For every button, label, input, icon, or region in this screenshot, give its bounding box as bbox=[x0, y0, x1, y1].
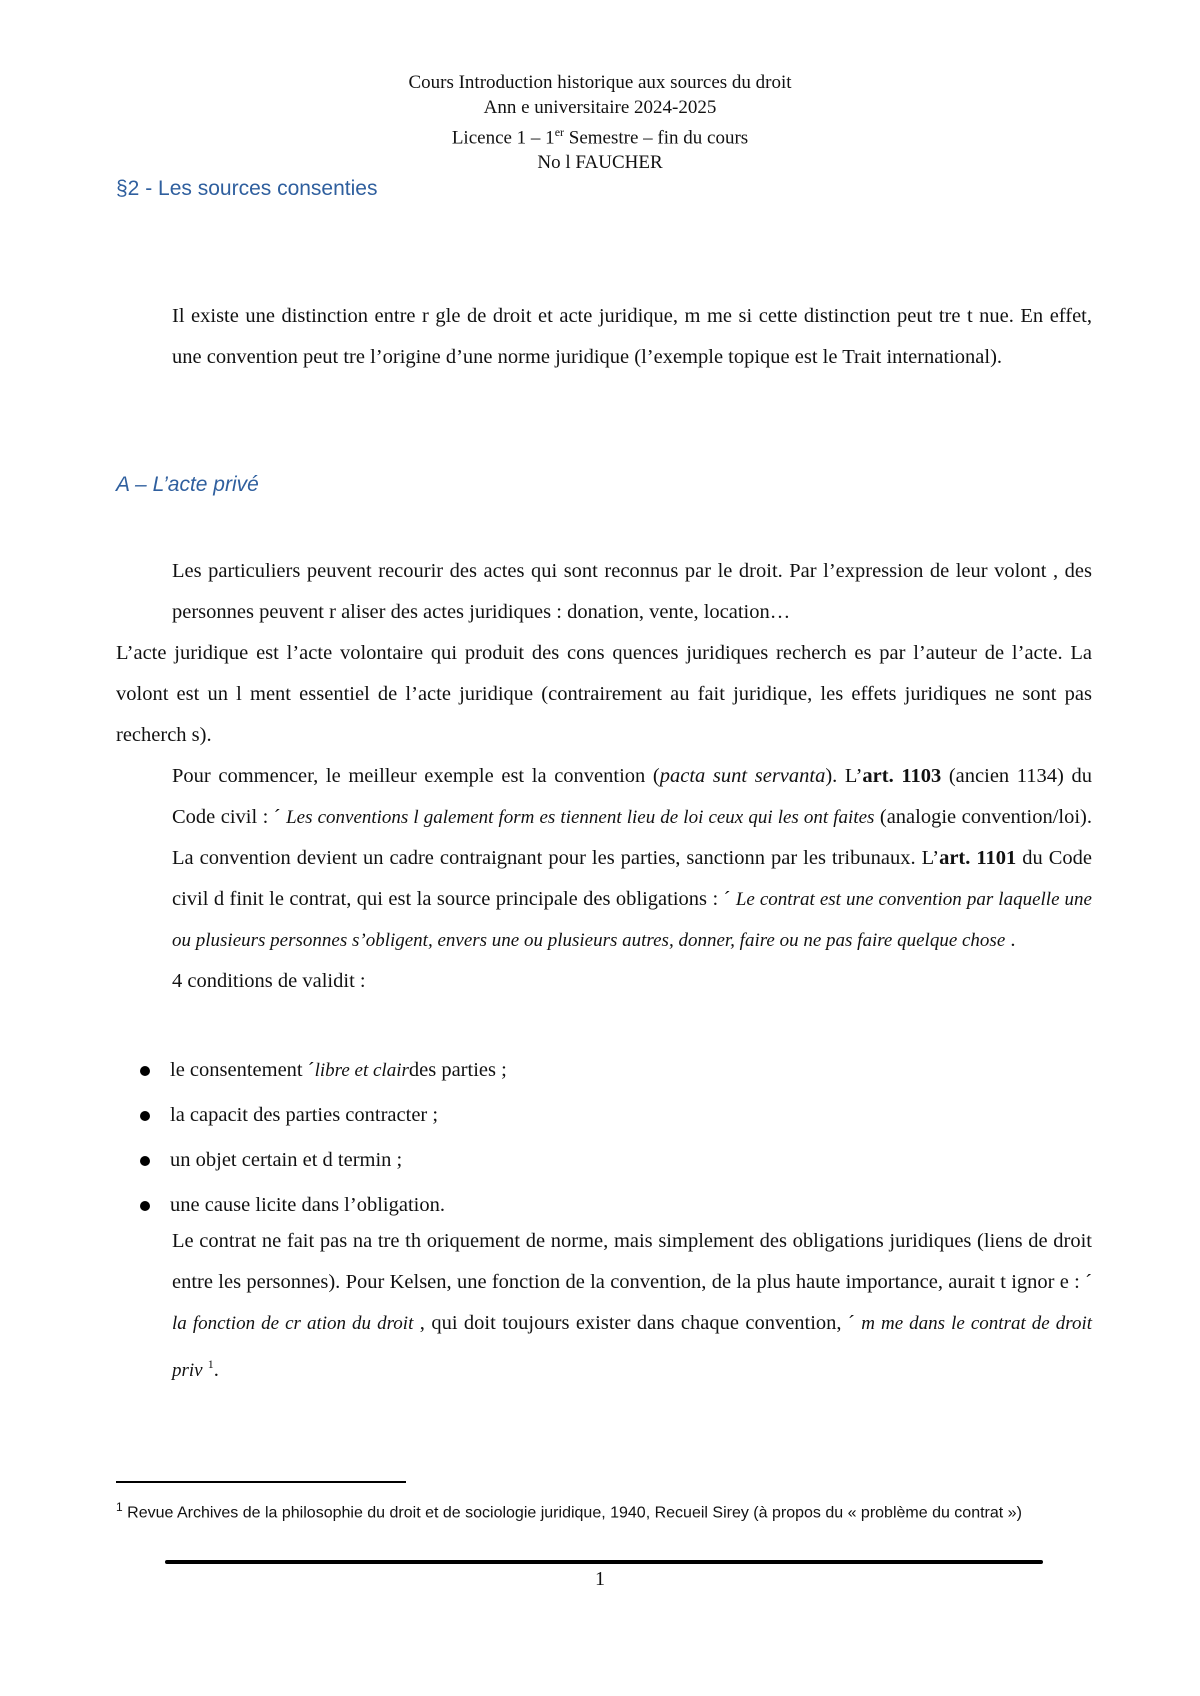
footnote-separator bbox=[116, 1481, 406, 1483]
bullet-icon bbox=[140, 1156, 150, 1166]
author-name: No l FAUCHER bbox=[537, 152, 663, 174]
document-header bbox=[0, 70, 1200, 175]
paragraph-convention: Pour commencer, le meilleur exemple est la convention (pacta sunt servanta). L’art. 1103 (ancien 1134) du Code civil : ´ Les conventions l galement form es tiennent lieu de loi ceux qui les ont faites (analogie convention/loi). La convention devient un cadre contraignant pour les parties, sanctionn par les tribunaux. L’art. 1101 du Code civil d finit le contrat, qui est la source principale des obligations : ´ Le contrat est une convention par laquelle une ou plusieurs personnes s’obligent, envers une ou plusieurs autres, donner, faire ou ne pas faire quelque chose . 4 conditions de validit : bbox=[172, 765, 1093, 992]
bullet-icon bbox=[140, 1066, 150, 1076]
paragraph-private-acts: Les particuliers peuvent recourir des actes qui sont reconnus par le droit. Par l’expression de leur volont , des personnes peuvent r aliser des actes juridiques : donation, vente, location… bbox=[172, 560, 1092, 623]
list-item: la capacit des parties contracter ; bbox=[140, 1093, 507, 1138]
bullet-icon bbox=[140, 1201, 150, 1211]
paragraph-legal-act-definition: L’acte juridique est l’acte volontaire qui produit des cons quences juridiques recherch es par l’auteur de l’acte. La volont est un l ment essentiel de l’acte juridique (contrairement au fait juridique, les effets juridiques ne sont pas recherch s). bbox=[116, 642, 1092, 746]
footnote bbox=[116, 1495, 1086, 1525]
list-item: le consentement ´ libre et clair des parties ; bbox=[140, 1048, 507, 1093]
intro-paragraph: Il existe une distinction entre r gle de droit et acte juridique, m me si cette distinction peut tre t nue. En effet, une convention peut tre l’origine d’une norme juridique (l’exemple topique est le Trait international). bbox=[172, 305, 1092, 368]
list-item: une cause licite dans l’obligation. bbox=[140, 1183, 507, 1228]
page-number: 1 bbox=[595, 1568, 605, 1590]
conditions-intro: 4 conditions de validit : bbox=[172, 970, 366, 992]
course-title: Cours Introduction historique aux sources du droit bbox=[408, 72, 792, 93]
bullet-icon bbox=[140, 1111, 150, 1121]
conditions-list bbox=[140, 1048, 507, 1228]
footnote-text: Revue Archives de la philosophie du droit et de sociologie juridique, 1940, Recueil Sirey (à propos du « problème du contrat ») bbox=[122, 1504, 1022, 1522]
list-item: un objet certain et d termin ; bbox=[140, 1138, 507, 1183]
section-heading: §2 - Les sources consenties bbox=[116, 177, 378, 200]
academic-year: Ann e universitaire 2024-2025 bbox=[483, 97, 717, 118]
paragraph-kelsen: Le contrat ne fait pas na tre th oriquement de norme, mais simplement des obligations juridiques (liens de droit entre les personnes). Pour Kelsen, une fonction de la convention, de la plus haute importance, aurait t ignor e : ´ la fonction de cr ation du droit , qui doit toujours exister dans chaque convention, ´ m me dans le contrat de droit priv $^1$. bbox=[172, 1230, 1092, 1381]
footer-rule bbox=[165, 1560, 1043, 1564]
subsection-heading: A – L’acte privé bbox=[116, 473, 259, 496]
footnote-marker: 1 bbox=[116, 1500, 123, 1514]
semester-line: Licence 1 – 1er Semestre – fin du cours bbox=[451, 125, 749, 149]
footnote-reference[interactable]: 1 bbox=[207, 1357, 214, 1371]
